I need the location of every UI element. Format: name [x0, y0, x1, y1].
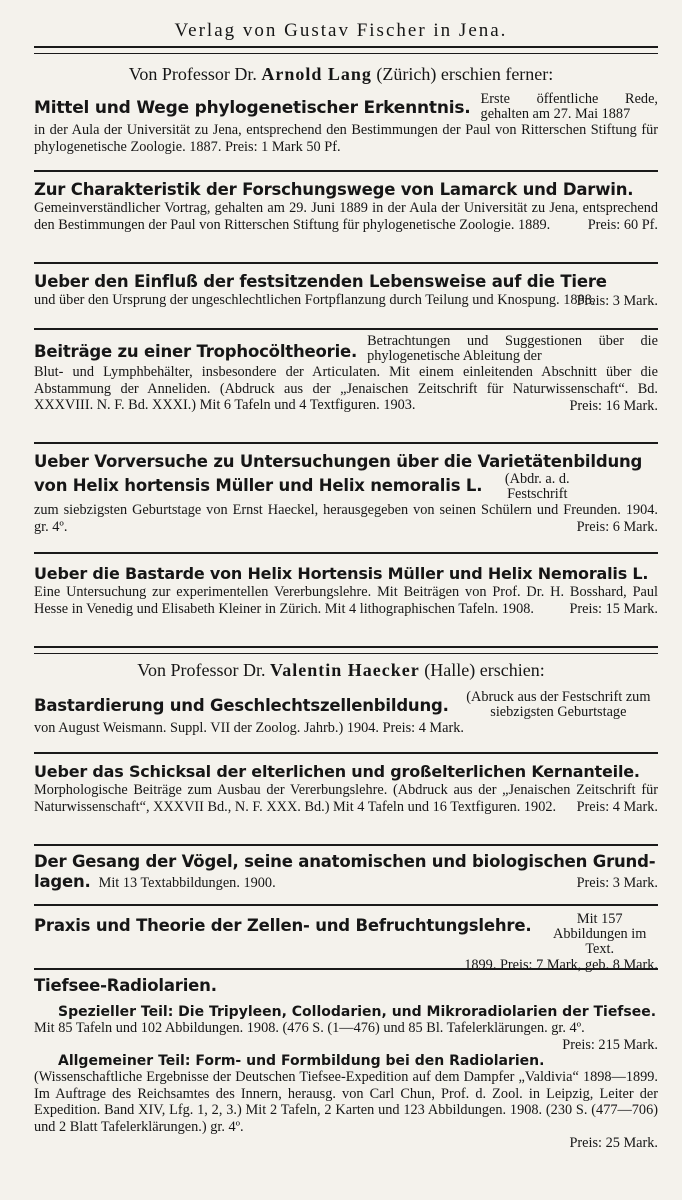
divider [34, 904, 658, 906]
book-title: Zur Charakteristik der Forschungswege von Lamarck und Darwin. [34, 180, 634, 199]
author-name: Valentin Haecker [269, 660, 420, 680]
book-title: Tiefsee-Radiolarien. [34, 976, 217, 995]
general-part-price: Preis: 25 Mark. [569, 1135, 658, 1151]
special-part-price: Preis: 215 Mark. [562, 1036, 658, 1053]
book-price: Preis: 6 Mark. [576, 519, 658, 535]
book-price: Preis: 15 Mark. [569, 601, 658, 617]
book-price: Preis: 60 Pf. [587, 217, 658, 233]
book-title: Ueber das Schicksal der elterlichen und großelterlichen Kernanteile. [34, 762, 640, 781]
book-description: Blut- und Lymphbehälter, insbesondere der Articulaten. Mit einem einleitenden Abschnitt über die Abstammung der Anneliden. (Abdruck aus der „Jenaischen Zeitschrift für Naturwissenschaft“. Bd. XXXVIII. N. F. Bd. XXXI.) Mit 6 Tafeln und 4 Textfiguren. 1903. [34, 364, 658, 413]
divider [34, 552, 658, 554]
book-description: 1899. Preis: 7 Mark, geb. 8 Mark. [464, 957, 658, 973]
book-description: Mit 13 Textabbildungen. 1900. [98, 875, 276, 891]
book-entry [34, 272, 658, 309]
general-part-description: (Wissenschaftliche Ergebnisse der Deutschen Tiefsee-Expedition auf dem Dampfer „Valdivia“ 1898—1899. Im Auftrage des Reichsamtes des Innern, herausg. von Carl Chun, Prof. d. Zool. in Leipzig, Leiter der Expedition. Band XIV, Lfg. 1, 2, 3.) Mit 2 Tafeln, 2 Karten und 123 Abbildungen. 1908. (230 S. (477—706) und 2 Blatt Tafelerklärungen.) gr. 4º. [34, 1069, 658, 1135]
book-subtitle: Erste öffentliche Rede, gehalten am 27. Mai 1887 [480, 91, 658, 122]
divider [34, 442, 658, 444]
general-part-heading: Allgemeiner Teil: Form- und Formbildung bei den Radiolarien. [58, 1053, 545, 1069]
book-description: Morphologische Beiträge zum Ausbau der Vererbungslehre. (Abdruck aus der „Jenaischen Zeitschrift für Naturwissenschaft“, XXXVII Bd., N. F. XXX. Bd.) Mit 4 Tafeln und 16 Textfiguren. 1902. [34, 782, 658, 815]
book-description: von August Weismann. Suppl. VII der Zoolog. Jahrb.) 1904. Preis: 4 Mark. [34, 720, 464, 736]
book-description: zum siebzigsten Geburtstage von Ernst Haeckel, herausgegeben von seinen Schülern und Freunden. 1904. gr. 4º. [34, 502, 658, 535]
book-title: Der Gesang der Vögel, seine anatomischen und biologischen Grund- [34, 852, 656, 871]
book-entry [34, 690, 658, 737]
divider [34, 328, 658, 330]
section-rule [34, 646, 658, 654]
book-entry [34, 762, 658, 816]
book-entry [34, 852, 658, 892]
book-description: in der Aula der Universität zu Jena, entsprechend den Bestimmungen der Paul von Ritterschen Stiftung für phylogenetische Zoologie. 1887. Preis: 1 Mark 50 Pf. [34, 122, 658, 155]
book-entry [34, 912, 658, 974]
book-price: Preis: 3 Mark. [576, 875, 658, 891]
divider [34, 170, 658, 172]
book-price: Preis: 4 Mark. [576, 799, 658, 815]
author-heading-lang: Von Professor Dr. Arnold Lang (Zürich) erschien ferner: [128, 64, 554, 84]
publisher-header: Verlag von Gustav Fischer in Jena. [174, 20, 508, 41]
author-name: Arnold Lang [261, 64, 372, 84]
special-part-heading: Spezieller Teil: Die Tripyleen, Collodarien, und Mikroradiolarien der Tiefsee. [58, 1004, 657, 1020]
book-title: Mittel und Wege phylogenetischer Erkenntnis. [34, 98, 471, 118]
book-price: Preis: 3 Mark. [576, 292, 658, 309]
header-rule [34, 46, 658, 54]
special-part-description: Mit 85 Tafeln und 102 Abbildungen. 1908. (476 S. (1—476) und 85 Bl. Tafelerklärungen. gr. 4º. [34, 1020, 585, 1036]
book-title-line2: lagen. [34, 872, 91, 891]
book-price: Preis: 16 Mark. [569, 397, 658, 414]
book-description: und über den Ursprung der ungeschlechtlichen Fortpflanzung durch Teilung und Knospung. 1888. [34, 292, 596, 308]
book-entry [34, 564, 658, 618]
book-entry [34, 976, 658, 1152]
book-subtitle: Betrachtungen und Suggestionen über die phylogenetische Ableitung der [367, 333, 658, 364]
book-entry [34, 92, 658, 155]
author-heading-haecker: Von Professor Dr. Valentin Haecker (Halle) erschien: [137, 660, 545, 680]
divider [34, 262, 658, 264]
book-title: Ueber die Bastarde von Helix Hortensis Müller und Helix Nemoralis L. [34, 564, 649, 583]
book-subtitle: Mit 157 Abbildungen im Text. [553, 911, 647, 957]
divider [34, 968, 658, 970]
book-description: Gemeinverständlicher Vortrag, gehalten am 29. Juni 1889 in der Aula der Universität zu Jena, entsprechend den Bestimmungen der Paul von Ritterschen Stiftung für phylogenetische Zoologie. 1889. [34, 200, 658, 233]
book-entry [34, 452, 658, 536]
book-title: Beiträge zu einer Trophocöltheorie. [34, 342, 358, 361]
book-subtitle: (Abruck aus der Festschrift zum siebzigsten Geburtstage [466, 689, 651, 720]
book-description: Eine Untersuchung zur experimentellen Vererbungslehre. Mit Beiträgen von Prof. Dr. H. Bosshard, Paul Hesse in Venedig und Elisabeth Kleiner in Zürich. Mit 4 lithographischen Tafeln. 1908. [34, 584, 658, 617]
book-title-line2: von Helix hortensis Müller und Helix nemoralis L. [34, 476, 483, 495]
book-entry [34, 334, 658, 414]
book-subtitle: (Abdr. a. d. Festschrift [504, 471, 570, 502]
divider [34, 752, 658, 754]
divider [34, 844, 658, 846]
book-entry [34, 180, 658, 234]
book-title: Ueber den Einfluß der festsitzenden Lebensweise auf die Tiere [34, 272, 607, 291]
book-title: Bastardierung und Geschlechtszellenbildung. [34, 696, 449, 715]
book-title: Ueber Vorversuche zu Untersuchungen über die Varietätenbildung [34, 452, 643, 471]
book-title: Praxis und Theorie der Zellen- und Befruchtungslehre. [34, 916, 532, 935]
